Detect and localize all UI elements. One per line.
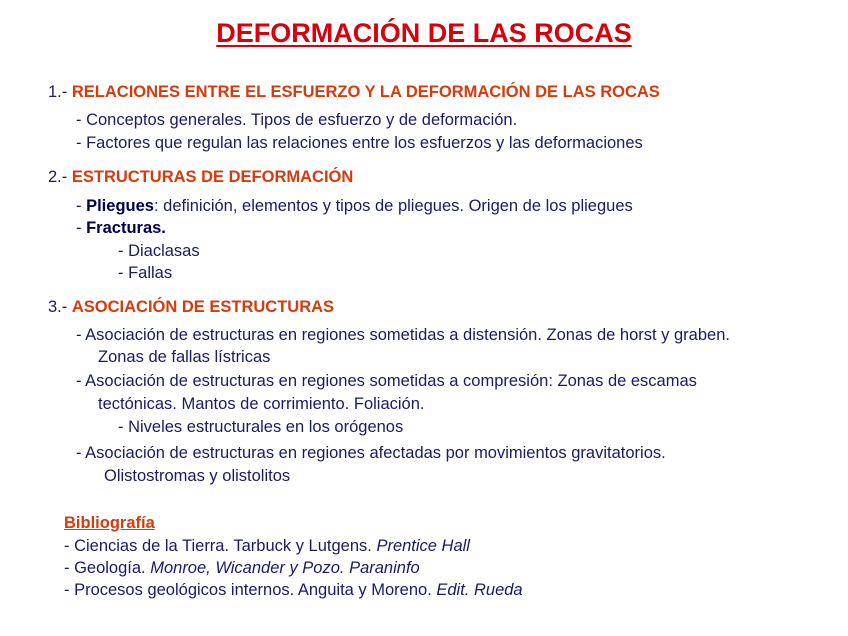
list-item-pliegues [76, 196, 633, 216]
list-item: - Factores que regulan las relaciones entre los esfuerzos y las deformaciones [76, 134, 643, 152]
bibliography-entry [64, 558, 420, 578]
page-title: DEFORMACIÓN DE LAS ROCAS [216, 18, 632, 48]
list-item: - Asociación de estructuras en regiones afectadas por movimientos gravitatorios. [76, 444, 666, 462]
entry-publisher: Monroe, Wicander y Pozo. Paraninfo [150, 559, 420, 577]
entry-publisher: Prentice Hall [376, 537, 470, 555]
list-item: - Asociación de estructuras en regiones sometidas a compresión: Zonas de escamas [76, 372, 697, 390]
bibliography-entry [64, 536, 470, 556]
section-title: ASOCIACIÓN DE ESTRUCTURAS [71, 298, 335, 316]
entry-text: - Geología. [64, 559, 151, 577]
entry-text: - Ciencias de la Tierra. Tarbuck y Lutgens. [64, 537, 377, 555]
section-title: ESTRUCTURAS DE DEFORMACIÓN [71, 168, 354, 186]
list-item: - Asociación de estructuras en regiones sometidas a distensión. Zonas de horst y graben. [76, 326, 730, 344]
bullet: - [76, 219, 87, 237]
section-title: RELACIONES ENTRE EL ESFUERZO Y LA DEFORMACIÓN DE LAS ROCAS [71, 83, 660, 101]
list-item-fracturas [76, 218, 166, 238]
term-description: : definición, elementos y tipos de pliegues. Origen de los pliegues [153, 197, 633, 215]
bibliography-heading: Bibliografía [64, 514, 155, 532]
term-pliegues: Pliegues [86, 197, 154, 215]
list-item-continuation: Zonas de fallas lístricas [98, 348, 271, 366]
sub-list-item: - Fallas [118, 264, 173, 282]
section-1-heading [48, 82, 660, 102]
entry-text: - Procesos geológicos internos. Anguita y Moreno. [64, 581, 437, 599]
section-number: 1.- [48, 83, 68, 101]
entry-publisher: Edit. Rueda [436, 581, 523, 599]
bibliography-entry [64, 580, 523, 600]
list-item-continuation: Olistostromas y olistolitos [104, 467, 291, 485]
bullet: - [76, 197, 87, 215]
sub-list-item: - Niveles estructurales en los orógenos [118, 418, 404, 436]
section-number: 3.- [48, 298, 68, 316]
section-3-heading [48, 297, 334, 317]
list-item: - Conceptos generales. Tipos de esfuerzo y de deformación. [76, 111, 518, 129]
section-number: 2.- [48, 168, 68, 186]
list-item-continuation: tectónicas. Mantos de corrimiento. Foliación. [98, 395, 425, 413]
section-2-heading [48, 167, 353, 187]
sub-list-item: - Diaclasas [118, 242, 200, 260]
term-fracturas: Fracturas. [86, 219, 166, 237]
